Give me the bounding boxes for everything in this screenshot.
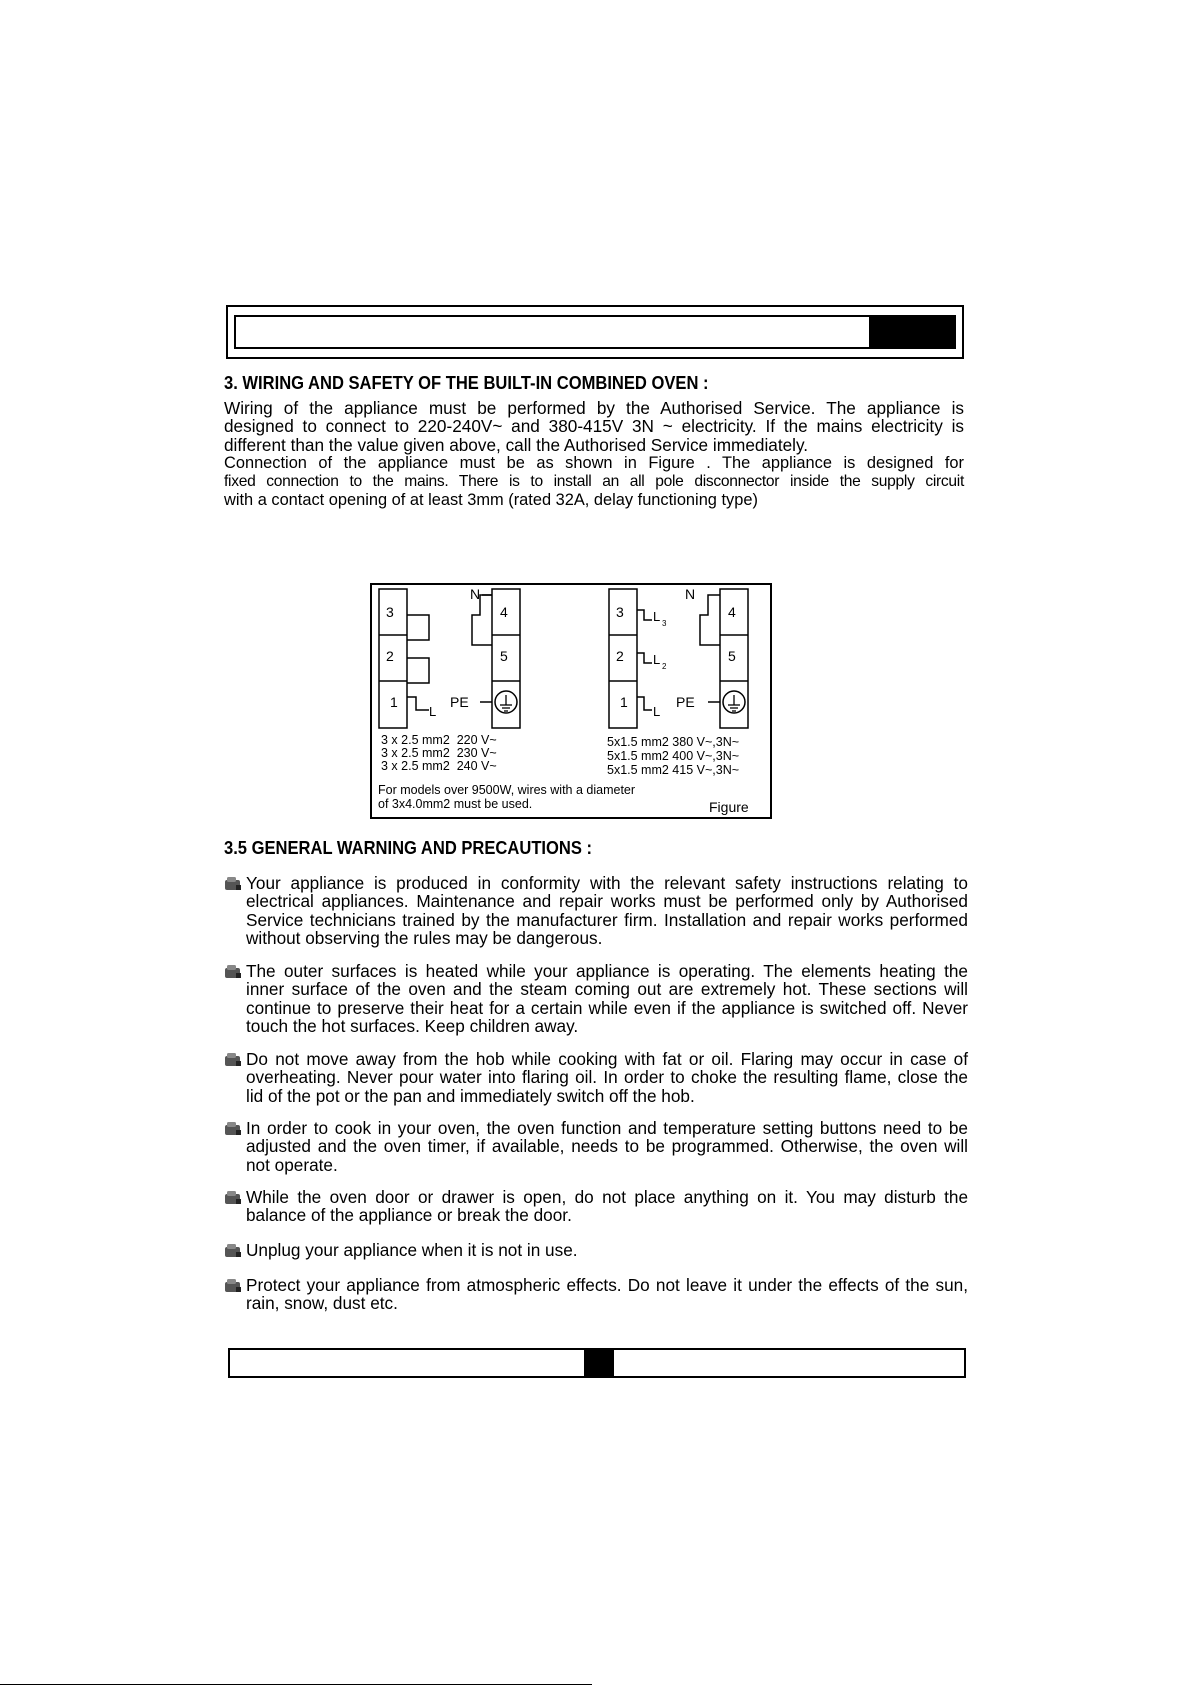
right-terminal-3-label: 3 [616,604,624,620]
right-terminal-1-label: 1 [620,694,628,710]
diagram-note-line-2: of 3x4.0mm2 must be used. [378,797,533,811]
header-black-block [869,317,954,347]
left-terminal-3-label: 3 [386,604,394,620]
left-spec-line: 3 x 2.5 mm2 240 V~ [381,759,497,773]
precaution-line: Your appliance is produced in conformity with the relevant safety instructions relating to [246,873,968,893]
left-spec-line: 3 x 2.5 mm2 220 V~ [381,733,497,747]
hand-pointer-icon [224,1121,242,1137]
diagram-note-line-1: For models over 9500W, wires with a diameter [378,783,636,797]
left-terminal-4-label: 4 [500,604,508,620]
hand-pointer-icon [224,1052,242,1068]
precaution-line: touch the hot surfaces. Keep children away. [246,1016,579,1037]
precaution-line: overheating. Never pour water into flaring oil. In order to choke the resulting flame, close the [246,1067,968,1088]
left-terminal-2-label: 2 [386,648,394,664]
section-3-paragraph [224,399,964,509]
precaution-text [246,874,968,948]
right-terminal-4-label: 4 [728,604,736,620]
precaution-line: Service technicians trained by the manufacturer firm. Installation and repair works performed [246,909,968,930]
precaution-line: not operate. [246,1154,338,1175]
right-spec-line: 5x1.5 mm2 400 V~,3N~ [607,749,740,763]
paragraph-line: fixed connection to the mains. There is to install an all pole disconnector inside the supply circuit [224,472,964,490]
footer-bar [228,1348,966,1378]
precaution-line: While the oven door or drawer is open, do not place anything on it. You may disturb the [246,1187,968,1207]
left-pe-label: PE [450,694,469,710]
footer-black-block [584,1350,614,1376]
precaution-line: Unplug your appliance when it is not in use. [246,1240,578,1260]
right-pe-label: PE [676,694,695,710]
precaution-line: Do not move away from the hob while cooking with fat or oil. Flaring may occur in case of [246,1049,968,1069]
hand-pointer-icon [224,964,242,980]
precaution-item [224,962,968,1036]
right-terminal-2-label: 2 [616,648,624,664]
precaution-line: continue to preserve their heat for a certain while even if the appliance is switched off. Never [246,997,968,1018]
right-l2-label: L [653,652,661,667]
precaution-text [246,1276,968,1313]
paragraph-line: Connection of the appliance must be as shown in Figure . The appliance is designed for [224,454,964,473]
precaution-item [224,1050,968,1105]
left-terminal-5-label: 5 [500,648,508,664]
precaution-line: rain, snow, dust etc. [246,1293,398,1314]
precaution-item [224,1119,968,1174]
hand-pointer-icon [224,876,242,892]
left-terminal-1-label: 1 [390,694,398,710]
precaution-text [246,1119,968,1174]
right-spec-line: 5x1.5 mm2 380 V~,3N~ [607,735,740,749]
hand-pointer-icon [224,1243,242,1259]
right-l-label: L [653,704,661,719]
precaution-item [224,1241,968,1259]
precaution-line: without observing the rules may be dangerous. [246,928,603,949]
right-l2-subscript: 2 [662,662,667,671]
precaution-line: Protect your appliance from atmospheric effects. Do not leave it under the effects of the sun, [246,1275,968,1295]
precaution-text [246,1050,968,1105]
left-l-label: L [429,704,437,719]
right-n-label: N [685,586,696,602]
paragraph-line: different than the value given above, call the Authorised Service immediately. [224,434,809,455]
hand-pointer-icon [224,1190,242,1206]
precaution-line: lid of the pot or the pan and immediately switch off the hob. [246,1085,695,1106]
section-3-5-title: 3.5 GENERAL WARNING AND PRECAUTIONS : [224,838,593,858]
precaution-line: balance of the appliance or break the door. [246,1205,572,1226]
figure-label: Figure [709,799,749,815]
precaution-item [224,874,968,948]
right-spec-line: 5x1.5 mm2 415 V~,3N~ [607,763,740,777]
header-bar [226,305,964,359]
hand-pointer-icon [224,1278,242,1294]
section-3-title: 3. WIRING AND SAFETY OF THE BUILT-IN COMBINED OVEN : [224,373,709,393]
precaution-text [246,962,968,1036]
precaution-line: electrical appliances. Maintenance and repair works must be performed only by Authorised [246,891,968,912]
right-terminal-5-label: 5 [728,648,736,664]
precaution-line: The outer surfaces is heated while your appliance is operating. The elements heating the [246,961,968,981]
paragraph-line: with a contact opening of at least 3mm (rated 32A, delay functioning type) [224,491,758,510]
precaution-item [224,1276,968,1313]
precaution-item [224,1188,968,1225]
precaution-line: In order to cook in your oven, the oven function and temperature setting buttons need to be [246,1118,968,1138]
paragraph-line: Wiring of the appliance must be performed by the Authorised Service. The appliance is [224,398,964,418]
wiring-diagram [370,583,772,819]
header-inner-frame [234,315,956,349]
precaution-text [246,1188,968,1225]
precaution-line: inner surface of the oven and the steam coming out are extremely hot. These sections will [246,979,968,1000]
left-spec-line: 3 x 2.5 mm2 230 V~ [381,746,497,760]
right-l3-label: L [653,609,661,624]
precaution-line: adjusted and the oven timer, if available, needs to be programmed. Otherwise, the oven will [246,1136,968,1157]
precaution-text [246,1241,968,1259]
paragraph-line: designed to connect to 220-240V~ and 380-415V 3N ~ electricity. If the mains electricity is [224,416,964,437]
right-l3-subscript: 3 [662,619,667,628]
left-n-label: N [470,586,481,602]
